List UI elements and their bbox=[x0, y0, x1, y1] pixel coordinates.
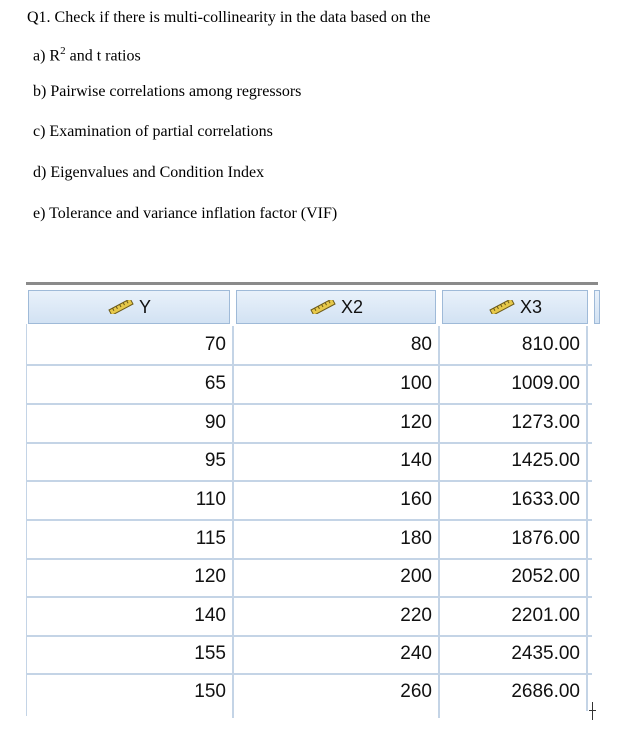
ruler-icon bbox=[309, 300, 337, 314]
question-title: Q1. Check if there is multi-collinearity in the data based on the bbox=[27, 9, 431, 26]
cell-x3[interactable]: 2201.00 bbox=[440, 597, 588, 635]
table-row[interactable] bbox=[26, 520, 592, 560]
text-cursor-icon bbox=[592, 702, 593, 720]
cell-x2[interactable]: 200 bbox=[234, 558, 440, 596]
cell-x3[interactable]: 2435.00 bbox=[440, 635, 588, 673]
ruler-icon bbox=[107, 300, 135, 314]
cell-y[interactable]: 95 bbox=[26, 442, 234, 480]
cell-x2[interactable]: 100 bbox=[234, 365, 440, 403]
grid-divider bbox=[438, 706, 440, 718]
column-header-x3[interactable] bbox=[442, 290, 588, 324]
cell-x2[interactable]: 140 bbox=[234, 442, 440, 480]
cell-x2[interactable]: 160 bbox=[234, 481, 440, 519]
cell-x2[interactable]: 120 bbox=[234, 404, 440, 442]
cell-x3[interactable]: 1876.00 bbox=[440, 520, 588, 558]
column-header-label: Y bbox=[138, 296, 151, 317]
cell-x2[interactable]: 220 bbox=[234, 597, 440, 635]
cell-y[interactable]: 155 bbox=[26, 635, 234, 673]
option-a-superscript: 2 bbox=[60, 45, 66, 57]
cell-y[interactable]: 115 bbox=[26, 520, 234, 558]
table-row[interactable] bbox=[26, 481, 592, 521]
table-row[interactable] bbox=[26, 442, 592, 482]
table-row[interactable] bbox=[26, 673, 592, 711]
cell-x3[interactable]: 1425.00 bbox=[440, 442, 588, 480]
grid-header bbox=[26, 282, 598, 327]
column-header-label: X3 bbox=[519, 296, 543, 317]
table-row[interactable] bbox=[26, 558, 592, 598]
column-header-y[interactable] bbox=[28, 290, 230, 324]
cell-x3[interactable]: 1273.00 bbox=[440, 404, 588, 442]
option-e: e) Tolerance and variance inflation factor (VIF) bbox=[33, 205, 338, 222]
column-header-next[interactable] bbox=[594, 290, 600, 324]
column-header-label: X2 bbox=[340, 296, 364, 317]
cell-y[interactable]: 70 bbox=[26, 326, 234, 364]
cell-y[interactable]: 110 bbox=[26, 481, 234, 519]
option-a-rest: and t ratios bbox=[65, 47, 141, 65]
data-grid bbox=[26, 282, 598, 722]
cell-x3[interactable]: 2052.00 bbox=[440, 558, 588, 596]
table-row[interactable] bbox=[26, 326, 592, 366]
cell-y[interactable]: 90 bbox=[26, 404, 234, 442]
option-c: c) Examination of partial correlations bbox=[33, 123, 273, 140]
cell-x2[interactable]: 80 bbox=[234, 326, 440, 364]
table-row[interactable] bbox=[26, 597, 592, 637]
cell-x2[interactable]: 180 bbox=[234, 520, 440, 558]
cell-x3[interactable]: 1633.00 bbox=[440, 481, 588, 519]
option-a-label: a) R bbox=[33, 47, 61, 65]
option-b: b) Pairwise correlations among regressors bbox=[33, 83, 302, 100]
option-a bbox=[33, 41, 141, 66]
table-row[interactable] bbox=[26, 635, 592, 675]
column-header-x2[interactable] bbox=[236, 290, 436, 324]
grid-divider bbox=[232, 706, 234, 718]
cell-y[interactable]: 150 bbox=[26, 673, 234, 711]
cell-x3[interactable]: 2686.00 bbox=[440, 673, 588, 711]
ruler-icon bbox=[488, 300, 516, 314]
cell-x3[interactable]: 1009.00 bbox=[440, 365, 588, 403]
cell-y[interactable]: 120 bbox=[26, 558, 234, 596]
cell-y[interactable]: 140 bbox=[26, 597, 234, 635]
cell-x3[interactable]: 810.00 bbox=[440, 326, 588, 364]
table-row[interactable] bbox=[26, 404, 592, 444]
option-d: d) Eigenvalues and Condition Index bbox=[33, 164, 265, 181]
table-row[interactable] bbox=[26, 365, 592, 405]
cell-x2[interactable]: 260 bbox=[234, 673, 440, 711]
cell-y[interactable]: 65 bbox=[26, 365, 234, 403]
cell-x2[interactable]: 240 bbox=[234, 635, 440, 673]
